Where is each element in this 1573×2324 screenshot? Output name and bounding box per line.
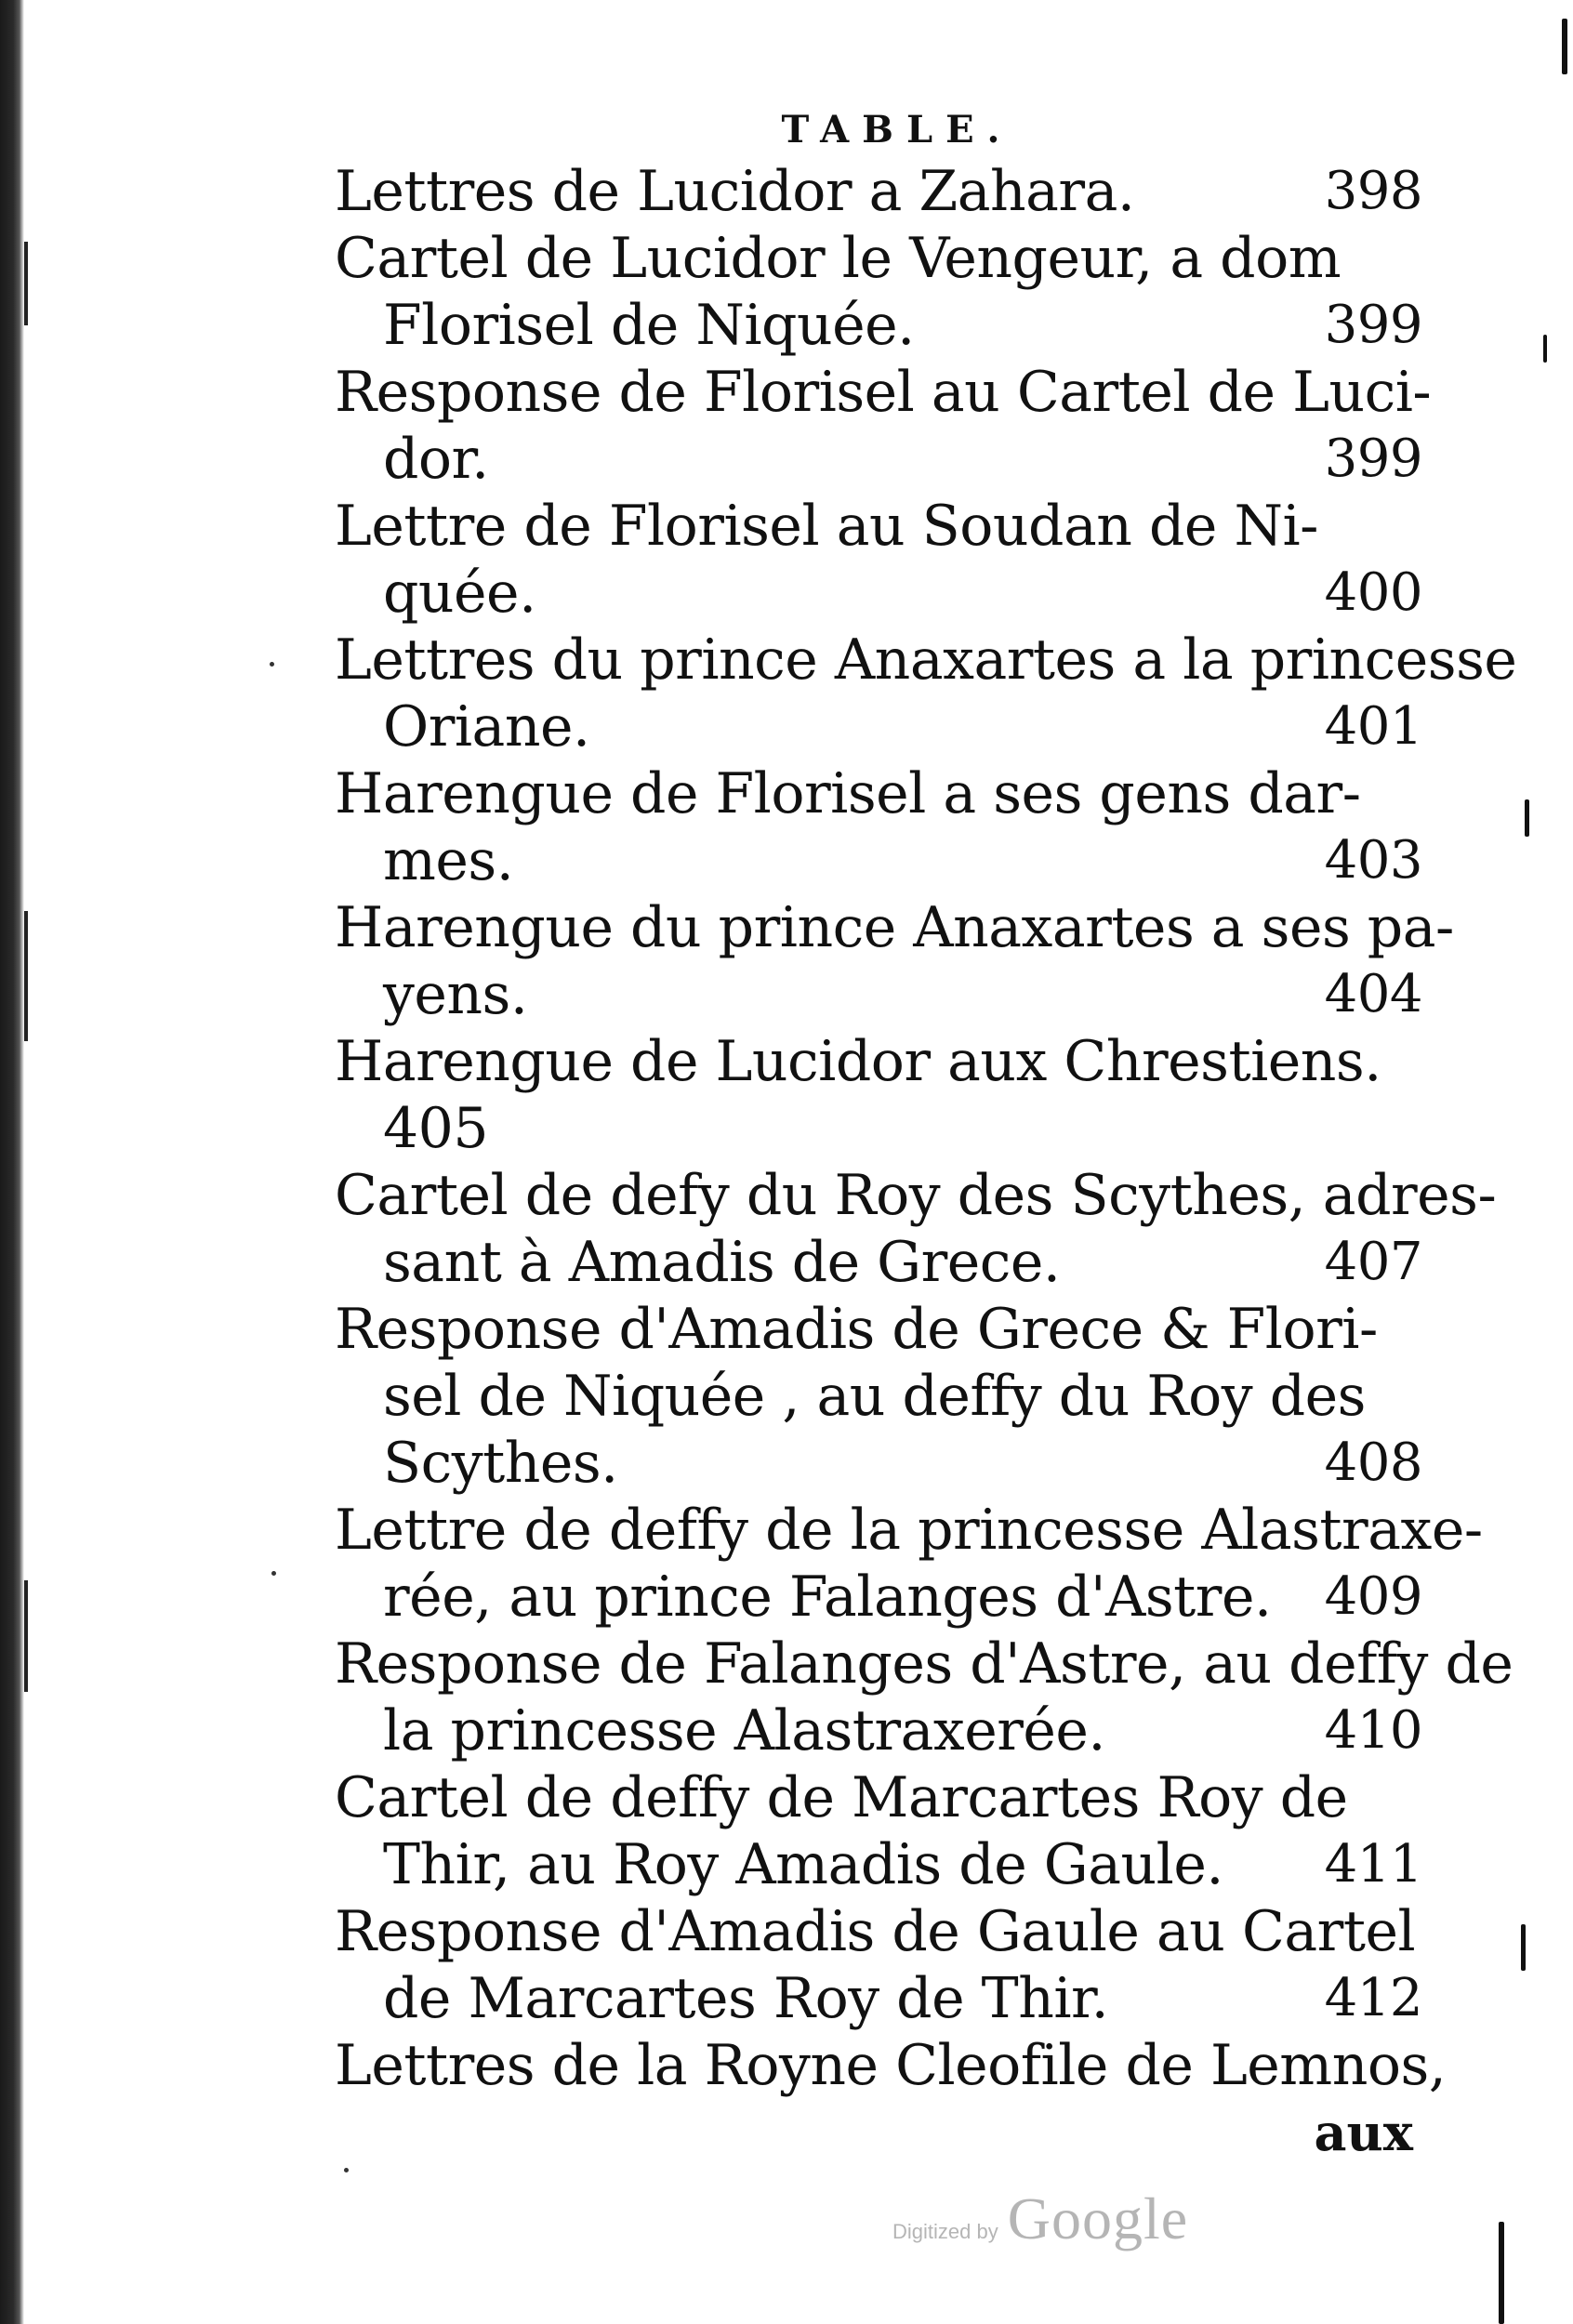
toc-entry — [335, 627, 1517, 760]
toc-entry — [335, 760, 1422, 894]
running-head: TABLE. — [781, 108, 1013, 152]
toc-entry — [335, 158, 1422, 225]
toc-entry-text: Oriane. — [383, 694, 590, 759]
toc-entry-line — [335, 827, 1422, 894]
toc-page-number: 399 — [1324, 429, 1422, 489]
toc-page-number: 407 — [1324, 1232, 1422, 1292]
toc-entry-line — [335, 225, 1422, 292]
toc-entry-line — [335, 1363, 1422, 1430]
toc-page-number: 409 — [1324, 1566, 1422, 1627]
scan-right-mark — [1562, 19, 1567, 74]
toc-entry-text: Cartel de defy du Roy des Scythes, adres- — [335, 1163, 1497, 1228]
toc-entry-text: Cartel de deffy de Marcartes Roy de — [335, 1765, 1348, 1830]
toc-entry-text: Harengue de Florisel a ses gens dar- — [335, 761, 1361, 826]
toc-entry-text: quée. — [383, 561, 536, 626]
toc-entry — [335, 1764, 1422, 1898]
toc-page-number: 410 — [1324, 1700, 1422, 1761]
scan-speck — [271, 1571, 276, 1576]
toc-entry-text: rée, au prince Falanges d'Astre. — [383, 1565, 1272, 1630]
toc-entry-line — [335, 894, 1454, 961]
toc-entry-text: Lettre de Florisel au Soudan de Ni- — [335, 494, 1318, 559]
toc-entry-text: Florisel de Niquée. — [383, 293, 915, 358]
toc-entry-text: mes. — [383, 828, 514, 893]
toc-entry-line — [335, 760, 1422, 827]
scan-edge-speck — [24, 1580, 28, 1692]
scan-edge-speck — [24, 911, 28, 1041]
toc-entry-line — [335, 1296, 1422, 1363]
toc-entry-line — [335, 1965, 1422, 2032]
toc-page-number: 399 — [1324, 295, 1422, 355]
toc-entry-line — [335, 1564, 1422, 1631]
toc-entry-text: sant à Amadis de Grece. — [383, 1230, 1061, 1295]
toc-page-number: 400 — [1324, 562, 1422, 623]
table-of-contents-page — [335, 102, 1517, 2166]
toc-entry — [335, 1631, 1514, 1764]
toc-entry — [335, 1162, 1497, 1296]
toc-entry-line — [335, 693, 1422, 760]
toc-entry-text: Lettres du prince Anaxartes a la princesse — [335, 627, 1517, 693]
toc-entry-line — [335, 1028, 1422, 1095]
toc-entry — [335, 894, 1454, 1028]
toc-entry-line — [335, 961, 1422, 1028]
scan-left-edge — [0, 0, 24, 2324]
toc-entry-text: 405 — [383, 1096, 489, 1161]
scan-speck — [270, 662, 274, 667]
toc-entry-text: Response de Falanges d'Astre, au deffy de — [335, 1631, 1514, 1697]
toc-entry-text: Thir, au Roy Amadis de Gaule. — [383, 1832, 1223, 1897]
toc-entry-line — [335, 1162, 1497, 1229]
toc-entry-text: de Marcartes Roy de Thir. — [383, 1966, 1109, 2031]
toc-entry-line — [335, 627, 1517, 693]
toc-entry — [335, 2032, 1447, 2099]
toc-page-number: 412 — [1324, 1968, 1422, 2028]
toc-entry-text: Lettres de Lucidor a Zahara. — [335, 159, 1135, 224]
toc-entry-text: Response de Florisel au Cartel de Luci- — [335, 360, 1432, 425]
toc-entry-text: Response d'Amadis de Gaule au Cartel — [335, 1899, 1416, 1964]
toc-entry-text: la princesse Alastraxerée. — [383, 1698, 1105, 1763]
scan-speck — [344, 2168, 349, 2172]
watermark-brand: Google — [1007, 2185, 1189, 2251]
watermark-prefix: Digitized by — [892, 2220, 998, 2243]
toc-entry-text: Cartel de Lucidor le Vengeur, a dom — [335, 226, 1342, 291]
toc-entry-text: yens. — [383, 962, 528, 1027]
toc-entry — [335, 359, 1432, 493]
toc-page-number: 408 — [1324, 1433, 1422, 1493]
toc-entry-line — [335, 1497, 1483, 1564]
toc-entry-line — [335, 1095, 1422, 1162]
toc-page-number: 403 — [1324, 830, 1422, 891]
toc-entry-line — [335, 292, 1422, 359]
scan-right-mark — [1543, 335, 1547, 363]
toc-entry — [335, 1898, 1422, 2032]
scan-right-mark — [1525, 799, 1529, 837]
toc-entry-line — [335, 1631, 1514, 1697]
toc-entry-line — [335, 426, 1422, 493]
toc-entry-text: sel de Niquée , au deffy du Roy des — [383, 1364, 1366, 1429]
toc-entry-line — [335, 359, 1432, 426]
catchword: aux — [1314, 2103, 1413, 2162]
digitized-watermark — [892, 2185, 1188, 2253]
toc-entry-line — [335, 1764, 1422, 1831]
toc-entry-line — [335, 560, 1422, 627]
toc-entries — [335, 158, 1517, 2099]
scan-right-mark — [1499, 2222, 1504, 2324]
toc-entry-line — [335, 493, 1422, 560]
toc-entry-text: Lettres de la Royne Cleofile de Lemnos, — [335, 2033, 1447, 2098]
toc-entry — [335, 493, 1422, 627]
scan-right-mark — [1521, 1924, 1526, 1971]
toc-entry-line — [335, 1229, 1422, 1296]
toc-entry — [335, 225, 1422, 359]
toc-entry-line — [335, 1898, 1422, 1965]
toc-entry-text: Response d'Amadis de Grece & Flori- — [335, 1297, 1378, 1362]
toc-entry-text: Harengue du prince Anaxartes a ses pa- — [335, 895, 1454, 960]
toc-entry — [335, 1296, 1422, 1497]
toc-entry-text: dor. — [383, 427, 489, 492]
toc-entry-text: Lettre de deffy de la princesse Alastraxe- — [335, 1498, 1483, 1563]
toc-entry-line — [335, 2032, 1447, 2099]
toc-entry-text: Harengue de Lucidor aux Chrestiens. — [335, 1029, 1381, 1094]
scan-edge-speck — [24, 242, 28, 325]
toc-page-number: 404 — [1324, 964, 1422, 1024]
toc-page-number: 411 — [1324, 1834, 1422, 1895]
toc-entry-line — [335, 1430, 1422, 1497]
toc-entry — [335, 1028, 1422, 1162]
toc-entry-text: Scythes. — [383, 1431, 618, 1496]
toc-entry-line — [335, 158, 1422, 225]
toc-entry-line — [335, 1831, 1422, 1898]
toc-page-number: 398 — [1324, 161, 1422, 221]
toc-entry — [335, 1497, 1483, 1631]
toc-entry-line — [335, 1697, 1422, 1764]
toc-page-number: 401 — [1324, 696, 1422, 757]
